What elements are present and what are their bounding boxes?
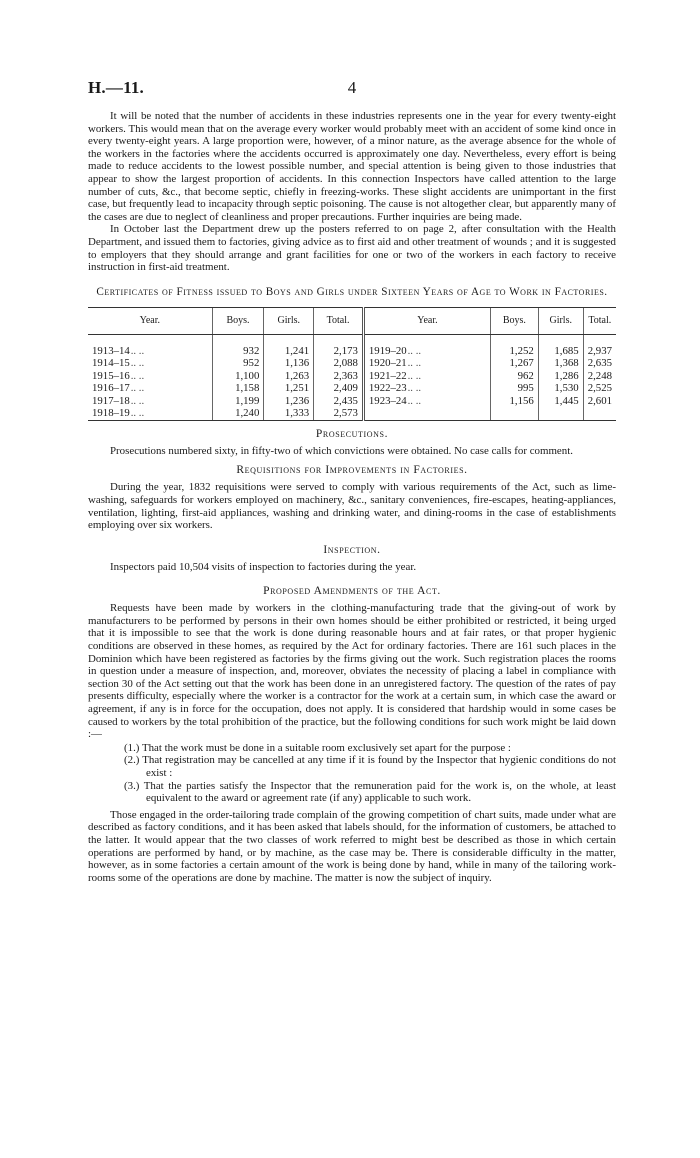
year-cell: 1914–15 bbox=[92, 357, 130, 370]
leader-dots: .. .. bbox=[407, 357, 422, 370]
section-heading-inspection: Inspection. bbox=[323, 543, 381, 556]
boys-cell: 1,100 bbox=[212, 370, 264, 383]
total-cell: 2,635 bbox=[583, 357, 616, 370]
year-cell: 1923–24 bbox=[368, 394, 407, 407]
body-paragraph: In October last the Department drew up the posters referred to on page 2, after consultation with the Health Department, and issued them to factories, giving advice as to first aid and other treatment of wounds ; and it is suggested to employers that they should arrange and grant facilities for one or two of the workers in each factory to receive instruction in first-aid treatment. bbox=[88, 223, 616, 274]
leader-dots: .. .. bbox=[130, 407, 145, 420]
year-cell: 1917–18 bbox=[92, 394, 130, 407]
body-paragraph: During the year, 1832 requisitions were served to comply with various requirements of the Act, such as lime-washing, safeguards for workers employed on machinery, &c., sanitary conveniences, fire-escapes, heating-appliances, ventilation, lighting, first-aid appliances, washing and drinking water, and dining-rooms in the case of establishments employing over six workers. bbox=[88, 481, 616, 532]
year-cell: 1919–20 bbox=[368, 344, 407, 357]
total-cell: 2,573 bbox=[314, 407, 364, 420]
list-item: (1.) That the work must be done in a suitable room exclusively set apart for the purpose : bbox=[124, 741, 511, 754]
table-row bbox=[88, 382, 616, 395]
leader-dots: .. .. bbox=[407, 369, 422, 382]
section-heading-prosecutions: Prosecutions. bbox=[315, 427, 389, 440]
certificates-table bbox=[88, 307, 616, 421]
page-number: 4 bbox=[347, 78, 357, 97]
leader-dots: .. .. bbox=[407, 344, 422, 357]
total-cell: 2,173 bbox=[314, 345, 364, 358]
girls-cell: 1,368 bbox=[538, 357, 583, 370]
girls-cell: 1,445 bbox=[538, 395, 583, 408]
year-cell: 1915–16 bbox=[92, 369, 130, 382]
boys-cell: 952 bbox=[212, 357, 264, 370]
body-paragraph: Inspectors paid 10,504 visits of inspection to factories during the year. bbox=[110, 560, 417, 573]
leader-dots: .. .. bbox=[130, 382, 145, 395]
girls-cell: 1,333 bbox=[264, 407, 314, 420]
body-paragraph: Prosecutions numbered sixty, in fifty-two of which convictions were obtained. No case calls for comment. bbox=[110, 444, 573, 457]
boys-cell: 1,156 bbox=[491, 395, 539, 408]
document-reference: H.—11. bbox=[88, 78, 144, 97]
total-cell: 2,937 bbox=[583, 345, 616, 358]
col-header-boys: Boys. bbox=[212, 307, 264, 334]
year-cell: 1922–23 bbox=[368, 382, 407, 395]
section-heading-requisitions: Requisitions for Improvements in Factories. bbox=[236, 464, 468, 477]
col-header-girls: Girls. bbox=[264, 307, 314, 334]
conditions-list bbox=[88, 742, 616, 805]
year-cell: 1916–17 bbox=[92, 382, 130, 395]
boys-cell: 1,267 bbox=[491, 357, 539, 370]
total-cell: 2,363 bbox=[314, 370, 364, 383]
girls-cell: 1,286 bbox=[538, 370, 583, 383]
girls-cell: 1,530 bbox=[538, 382, 583, 395]
leader-dots: .. .. bbox=[407, 394, 422, 407]
boys-cell: 962 bbox=[491, 370, 539, 383]
col-header-total: Total. bbox=[314, 307, 364, 334]
year-cell: 1920–21 bbox=[368, 357, 407, 370]
list-item: (3.) That the parties satisfy the Inspector that the remuneration paid for the work is, on the whole, at least equivalent to the award or agreement rate (if any) applicable to such work. bbox=[124, 779, 616, 805]
table-title: Certificates of Fitness issued to Boys and Girls under Sixteen Years of Age to Work in Factories. bbox=[96, 285, 608, 298]
year-cell: 1918–19 bbox=[92, 407, 130, 420]
total-cell: 2,248 bbox=[583, 370, 616, 383]
total-cell: 2,435 bbox=[314, 395, 364, 408]
leader-dots: .. .. bbox=[407, 382, 422, 395]
table-header-row bbox=[88, 307, 616, 334]
table-row bbox=[88, 395, 616, 408]
col-header-year: Year. bbox=[363, 307, 490, 334]
body-paragraph: Those engaged in the order-tailoring trade complain of the growing competition of chart suits, made under what are described as factory conditions, and it has been asked that labels should, for the information of customers, be attached to the latter. It would appear that the two classes of work referred to might best be described as those in which certain operations are performed by hand, or by machine, as the case may be. There is considerable difficulty in the matter, however, as in some factories a certain amount of the work is being done by hand, while in many of the tailoring work-rooms some of the operations are done by machine. The matter is now the subject of inquiry. bbox=[88, 808, 616, 884]
col-header-girls: Girls. bbox=[538, 307, 583, 334]
col-header-total: Total. bbox=[583, 307, 616, 334]
total-cell: 2,601 bbox=[583, 395, 616, 408]
boys-cell: 1,240 bbox=[212, 407, 264, 420]
girls-cell: 1,136 bbox=[264, 357, 314, 370]
col-header-year: Year. bbox=[88, 307, 212, 334]
leader-dots: .. .. bbox=[130, 394, 145, 407]
table-row bbox=[88, 357, 616, 370]
page-header bbox=[88, 78, 616, 102]
girls-cell: 1,236 bbox=[264, 395, 314, 408]
boys-cell: 932 bbox=[212, 345, 264, 358]
boys-cell: 1,199 bbox=[212, 395, 264, 408]
year-cell: 1921–22 bbox=[368, 369, 407, 382]
girls-cell: 1,263 bbox=[264, 370, 314, 383]
boys-cell: 1,252 bbox=[491, 345, 539, 358]
list-item: (2.) That registration may be cancelled at any time if it is found by the Inspector that hygienic conditions do not exist : bbox=[124, 754, 616, 779]
leader-dots: .. .. bbox=[130, 344, 145, 357]
leader-dots: .. .. bbox=[130, 369, 145, 382]
col-header-boys: Boys. bbox=[491, 307, 539, 334]
table-row bbox=[88, 345, 616, 358]
girls-cell: 1,241 bbox=[264, 345, 314, 358]
body-paragraph: It will be noted that the number of accidents in these industries represents one in the year for every twenty-eight workers. This would mean that on the average every worker would probably meet with an accident of some kind once in every twenty-eight years. A large proportion were, however, of a minor nature, as the average absence for the whole of the workers in the factories where the accidents occurred is approximately one day. Nevertheless, every effort is being made to reduce accidents to the lowest possible number, and special attention is being given to those industries that appear to show the largest proportion of accidents. In this connection Inspectors have called attention to the large number of cuts, &c., that become septic, chiefly in freezing-works. These slight accidents are unimportant in the first case, but frequently lead to incapacity through septic poisoning. The cause is not altogether clear, but apparently many of the cases are due to neglect of cleanliness and proper precautions. Further inquiries are being made. bbox=[88, 110, 616, 223]
boys-cell: 995 bbox=[491, 382, 539, 395]
girls-cell: 1,685 bbox=[538, 345, 583, 358]
leader-dots: .. .. bbox=[130, 357, 145, 370]
total-cell: 2,409 bbox=[314, 382, 364, 395]
total-cell: 2,088 bbox=[314, 357, 364, 370]
total-cell: 2,525 bbox=[583, 382, 616, 395]
boys-cell: 1,158 bbox=[212, 382, 264, 395]
body-paragraph: Requests have been made by workers in the clothing-manufacturing trade that the giving-out of work by manufacturers to be performed by persons in their own homes should be either prohibited or restricted, it being urged that it is impossible to see that the work is done during reasonable hours and at fair rates, or that proper hygienic conditions are observed in these homes, as required by the Act for ordinary factories. There are 161 such places in the Dominion which have been registered as factories by the firms giving out the work. Such registration places the rooms in question under a measure of inspection, and, moreover, obviates the necessity of placing a label in compliance with section 30 of the Act setting out that the work has been done in an unregistered factory. The question of the rates of pay presents difficulty, especially where the worker is a contractor for the work at a certain sum, in which case the award or agreement, if any is in force for the occupation, does not apply. It is considered that hardship would in some cases be caused to workers by the total prohibition of the practice, but the following conditions for such work might be laid down :— bbox=[88, 602, 616, 741]
section-heading-amendments: Proposed Amendments of the Act. bbox=[263, 585, 441, 598]
table-row bbox=[88, 407, 616, 420]
table-row bbox=[88, 370, 616, 383]
girls-cell: 1,251 bbox=[264, 382, 314, 395]
year-cell: 1913–14 bbox=[92, 344, 130, 357]
